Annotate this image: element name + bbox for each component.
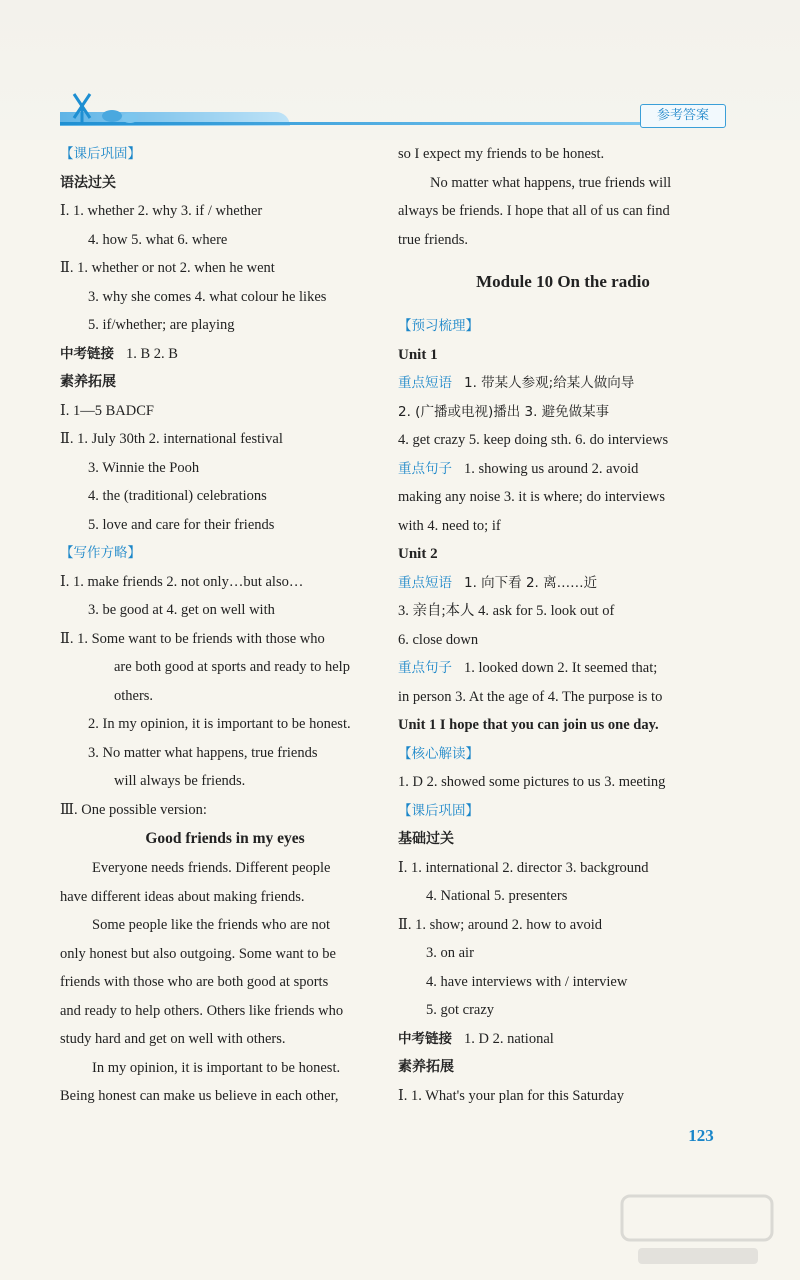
phrase-text: 1. 带某人参观;给某人做向导 — [464, 375, 635, 391]
key-sentences-label: 重点句子 — [398, 460, 452, 477]
exam-link-line — [60, 340, 390, 369]
answer-line: 5. if/whether; are playing — [88, 317, 235, 333]
left-column — [60, 140, 390, 1111]
answer-line: Ⅰ. 1. international 2. director 3. background — [398, 859, 649, 876]
exam-link-answers: 1. D 2. national — [464, 1030, 554, 1047]
answer-line: 4. how 5. what 6. where — [88, 231, 228, 248]
header-rule — [60, 122, 640, 125]
answer-line: 4. have interviews with / interview — [426, 973, 628, 990]
module-title: Module 10 On the radio — [476, 272, 650, 291]
sentence-line — [398, 654, 728, 683]
essay-line: always be friends. I hope that all of us can find — [398, 203, 670, 219]
answer-line: 4. National 5. presenters — [426, 888, 568, 904]
exam-link-label: 中考链接 — [60, 345, 114, 362]
essay-line: In my opinion, it is important to be honest. — [92, 1059, 341, 1076]
section-preview: 【预习梳理】 — [398, 318, 479, 334]
essay-line: Being honest can make us believe in each other, — [60, 1088, 339, 1104]
phrase-line — [398, 369, 728, 398]
sentence-text: 1. looked down 2. It seemed that; — [464, 660, 658, 676]
sentence-line — [398, 455, 728, 484]
section-extension: 素养拓展 — [60, 374, 116, 390]
key-phrases-label: 重点短语 — [398, 375, 452, 391]
unit-2-heading: Unit 2 — [398, 546, 438, 562]
answer-line: 4. the (traditional) celebrations — [88, 488, 267, 504]
answer-line: 5. got crazy — [426, 1002, 495, 1018]
phrase-line: 4. get crazy 5. keep doing sth. 6. do interviews — [398, 432, 669, 448]
answer-line: 3. be good at 4. get on well with — [88, 602, 275, 618]
exam-link-line — [398, 1025, 728, 1054]
answer-line: 5. love and care for their friends — [88, 516, 275, 533]
answer-line: Ⅰ. 1. What's your plan for this Saturday — [398, 1087, 624, 1104]
section-after-class: 【课后巩固】 — [60, 146, 141, 162]
essay-line: No matter what happens, true friends will — [430, 174, 672, 191]
answer-line: Ⅱ. 1. whether or not 2. when he went — [60, 260, 275, 276]
essay-line: and ready to help others. Others like friends who — [60, 1002, 344, 1019]
phrase-line — [398, 569, 728, 598]
essay-title: Good friends in my eyes — [145, 830, 305, 847]
answer-line: Ⅰ. 1—5 BADCF — [60, 402, 154, 419]
answer-line: 3. Winnie the Pooh — [88, 459, 200, 476]
answer-line: Ⅱ. 1. July 30th 2. international festival — [60, 431, 283, 447]
answer-line: 1. D 2. showed some pictures to us 3. meeting — [398, 774, 666, 790]
key-phrases-label: 重点短语 — [398, 574, 452, 591]
essay-line: friends with those who are both good at sports — [60, 974, 329, 990]
essay-line: so I expect my friends to be honest. — [398, 146, 605, 162]
windmill-logo-icon — [54, 90, 144, 126]
exam-link-answers: 1. B 2. B — [126, 345, 178, 362]
section-basics: 基础过关 — [398, 831, 454, 847]
answer-line: Ⅲ. One possible version: — [60, 801, 207, 818]
answer-line: Ⅰ. 1. make friends 2. not only…but also… — [60, 573, 304, 590]
essay-line: have different ideas about making friends. — [60, 888, 305, 905]
phrase-line: 6. close down — [398, 631, 479, 648]
essay-line: Some people like the friends who are not — [92, 917, 330, 933]
answer-line: 3. on air — [426, 945, 474, 961]
right-column — [398, 140, 728, 1110]
unit-title-heading: Unit 1 I hope that you can join us one day. — [398, 717, 659, 733]
section-extension: 素养拓展 — [398, 1059, 454, 1075]
sentence-text: 1. showing us around 2. avoid — [464, 460, 639, 477]
answer-line: Ⅰ. 1. whether 2. why 3. if / whether — [60, 203, 263, 219]
essay-line: true friends. — [398, 231, 469, 248]
answer-key-tag: 参考答案 — [640, 104, 726, 128]
essay-line: Everyone needs friends. Different people — [92, 860, 331, 876]
answer-line: are both good at sports and ready to help — [114, 659, 350, 675]
answer-line: Ⅱ. 1. show; around 2. how to avoid — [398, 916, 602, 933]
watermark-logo-icon — [618, 1192, 778, 1272]
section-core: 【核心解读】 — [398, 745, 479, 762]
phrase-line: 2. (广播或电视)播出 3. 避免做某事 — [398, 403, 610, 420]
page-number: 123 — [688, 1126, 714, 1145]
sentence-line: making any noise 3. it is where; do interviews — [398, 489, 665, 505]
unit-1-heading: Unit 1 — [398, 346, 438, 363]
sentence-line: in person 3. At the age of 4. The purpose is to — [398, 688, 663, 705]
answer-line: 3. No matter what happens, true friends — [88, 744, 318, 761]
phrase-line: 3. 亲自;本人 4. ask for 5. look out of — [398, 603, 615, 619]
phrase-text: 1. 向下看 2. 离……近 — [464, 574, 598, 591]
section-grammar: 语法过关 — [60, 174, 116, 191]
answer-line: 3. why she comes 4. what colour he likes — [88, 288, 327, 305]
sentence-line: with 4. need to; if — [398, 517, 501, 534]
section-writing: 【写作方略】 — [60, 545, 141, 561]
answer-line: others. — [114, 687, 154, 704]
answer-line: will always be friends. — [114, 773, 246, 789]
essay-line: only honest but also outgoing. Some want to be — [60, 945, 336, 962]
key-sentences-label: 重点句子 — [398, 660, 452, 676]
exam-link-label: 中考链接 — [398, 1030, 452, 1047]
answer-line: 2. In my opinion, it is important to be honest. — [88, 716, 351, 732]
section-after-class: 【课后巩固】 — [398, 802, 479, 819]
essay-line: study hard and get on well with others. — [60, 1031, 286, 1047]
answer-line: Ⅱ. 1. Some want to be friends with those who — [60, 630, 325, 647]
